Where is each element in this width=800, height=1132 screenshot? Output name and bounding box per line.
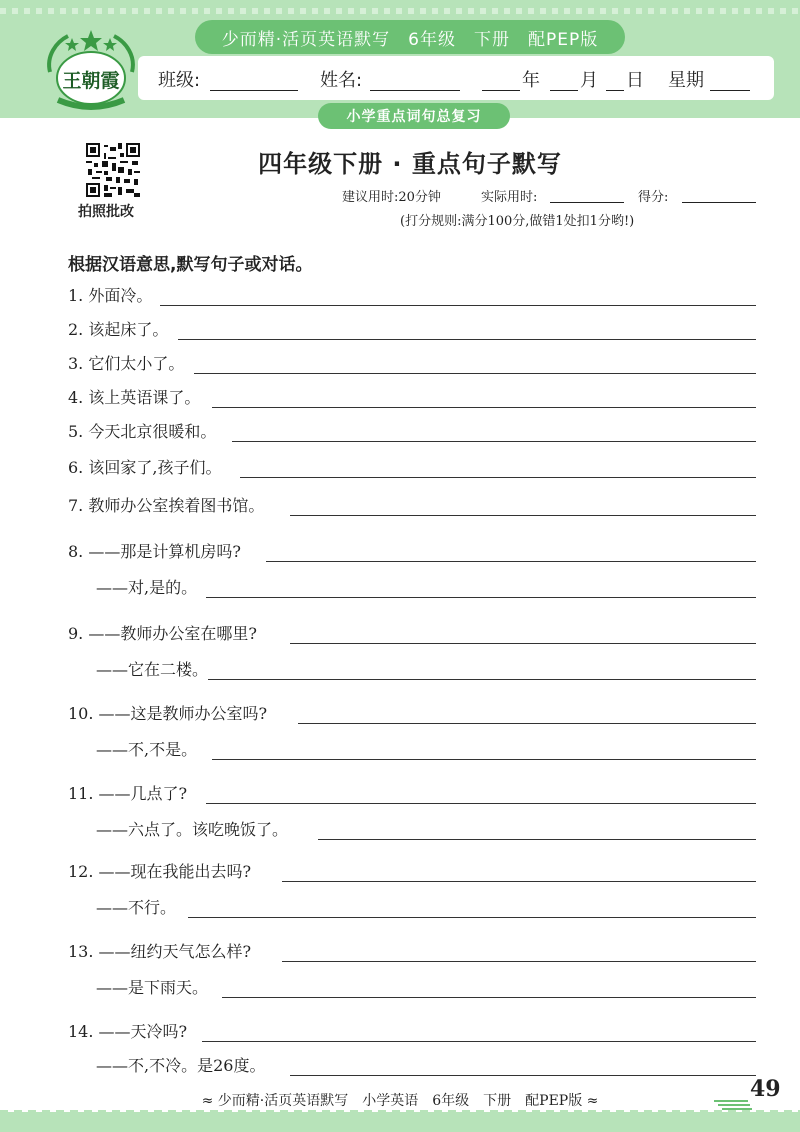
answer-line[interactable]: [290, 643, 756, 644]
item-text: 4. 该上英语课了。: [68, 388, 201, 407]
actual-time-field[interactable]: [550, 202, 624, 203]
item-text: 9. ——教师办公室在哪里?: [68, 624, 257, 643]
answer-line[interactable]: [208, 679, 756, 680]
day-label: 日: [626, 70, 644, 91]
item-text: 10. ——这是教师办公室吗?: [68, 704, 268, 723]
answer-line[interactable]: [212, 407, 756, 408]
answer-line[interactable]: [266, 561, 756, 562]
dialog-line: [0, 936, 800, 966]
logo-text: 王朝霞: [62, 70, 120, 92]
weekday-field[interactable]: [710, 90, 750, 91]
item-text: ——不行。: [96, 898, 177, 917]
dialog-line: [0, 778, 800, 808]
item-text: ——不,不是。: [96, 740, 198, 759]
month-field[interactable]: [550, 90, 578, 91]
item-text: ——它在二楼。: [96, 660, 209, 679]
answer-line[interactable]: [178, 339, 756, 340]
year-label: 年: [522, 70, 540, 91]
header-stripe: [0, 8, 800, 14]
suggested-time: 建议用时:20分钟: [342, 190, 441, 205]
month-label: 月: [580, 70, 598, 91]
item-text: 8. ——那是计算机房吗?: [68, 542, 241, 561]
dialog-line: [0, 972, 800, 1002]
item-text: 14. ——天冷吗?: [68, 1022, 188, 1041]
item-text: ——不,不冷。是26度。: [96, 1056, 266, 1075]
list-item: [0, 452, 800, 482]
answer-line[interactable]: [188, 917, 756, 918]
answer-line[interactable]: [206, 597, 756, 598]
answer-line[interactable]: [290, 1075, 756, 1076]
dialog-line: [0, 698, 800, 728]
item-text: 6. 该回家了,孩子们。: [68, 458, 222, 477]
list-item: [0, 280, 800, 310]
item-text: ——对,是的。: [96, 578, 198, 597]
item-text: 3. 它们太小了。: [68, 354, 185, 373]
answer-line[interactable]: [222, 997, 756, 998]
dialog-line: [0, 536, 800, 566]
dialog-line: [0, 618, 800, 648]
list-item: [0, 490, 800, 520]
year-field[interactable]: [482, 90, 520, 91]
footer-band: [0, 1112, 800, 1132]
item-text: 2. 该起床了。: [68, 320, 169, 339]
item-text: 7. 教师办公室挨着图书馆。: [68, 496, 265, 515]
actual-time-label: 实际用时:: [481, 190, 538, 205]
list-item: [0, 382, 800, 412]
score-field[interactable]: [682, 202, 756, 203]
dialog-line: [0, 572, 800, 602]
name-label: 姓名:: [320, 70, 363, 91]
item-text: 13. ——纽约天气怎么样?: [68, 942, 252, 961]
score-label: 得分:: [638, 190, 669, 205]
item-text: 5. 今天北京很暖和。: [68, 422, 217, 441]
footer-text: ≈ 少而精·活页英语默写 小学英语 6年级 下册 配PEP版 ≈: [201, 1093, 599, 1109]
page-title: 四年级下册 · 重点句子默写: [258, 150, 562, 178]
item-text: ——六点了。该吃晚饭了。: [96, 820, 289, 839]
dialog-line: [0, 1016, 800, 1046]
answer-line[interactable]: [194, 373, 756, 374]
answer-line[interactable]: [240, 477, 756, 478]
answer-line[interactable]: [282, 881, 756, 882]
page-number: 49: [750, 1076, 781, 1102]
class-field[interactable]: [210, 90, 298, 91]
item-text: 1. 外面冷。: [68, 286, 153, 305]
list-item: [0, 348, 800, 378]
answer-line[interactable]: [282, 961, 756, 962]
scoring-rule: (打分规则:满分100分,做错1处扣1分哟!): [400, 214, 635, 229]
answer-line[interactable]: [318, 839, 756, 840]
dialog-line: [0, 814, 800, 844]
dialog-line: [0, 892, 800, 922]
page-header: [0, 0, 800, 135]
answer-line[interactable]: [290, 515, 756, 516]
qr-label: 拍照批改: [78, 204, 134, 220]
list-item: [0, 416, 800, 446]
section-title: 小学重点词句总复习: [318, 103, 510, 129]
answer-line[interactable]: [206, 803, 756, 804]
item-text: 12. ——现在我能出去吗?: [68, 862, 252, 881]
item-text: ——是下雨天。: [96, 978, 209, 997]
instruction: 根据汉语意思,默写句子或对话。: [68, 255, 313, 275]
answer-line[interactable]: [232, 441, 756, 442]
name-field[interactable]: [370, 90, 460, 91]
dialog-line: [0, 1050, 800, 1080]
dialog-line: [0, 654, 800, 684]
item-text: 11. ——几点了?: [68, 784, 188, 803]
series-title: 少而精·活页英语默写 6年级 下册 配PEP版: [195, 20, 625, 54]
day-field[interactable]: [606, 90, 624, 91]
answer-line[interactable]: [202, 1041, 756, 1042]
list-item: [0, 314, 800, 344]
answer-line[interactable]: [298, 723, 756, 724]
dialog-line: [0, 734, 800, 764]
answer-line[interactable]: [160, 305, 756, 306]
class-label: 班级:: [158, 70, 201, 91]
weekday-label: 星期: [668, 70, 704, 91]
answer-line[interactable]: [212, 759, 756, 760]
dialog-line: [0, 856, 800, 886]
student-info-box: [138, 56, 774, 100]
